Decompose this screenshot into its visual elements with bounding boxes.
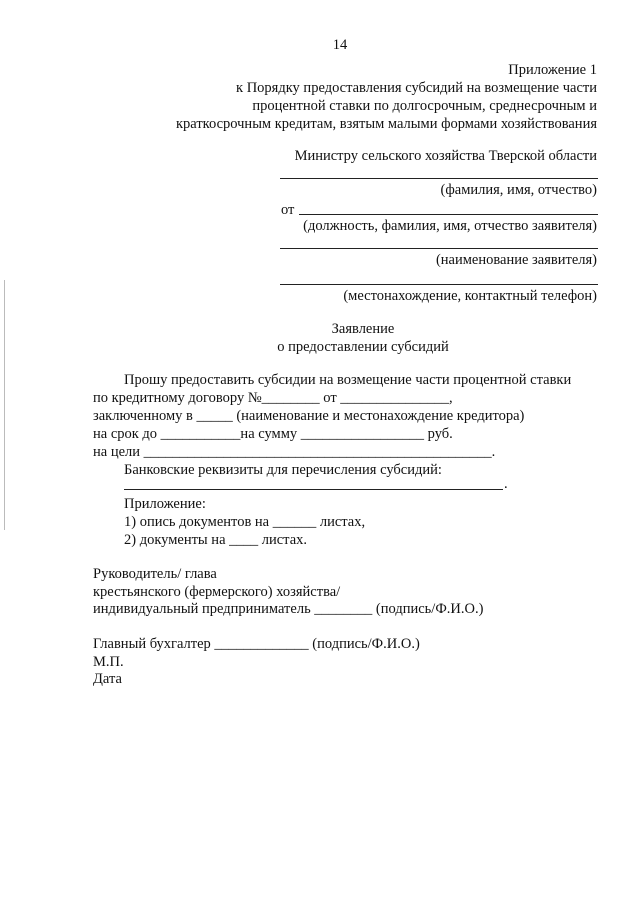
doc-title-line-2: о предоставлении субсидий [277,339,449,355]
name-rule [280,248,598,249]
fio-caption: (фамилия, имя, отчество) [440,182,597,198]
fio-rule [280,178,598,179]
doc-title-line-1: Заявление [331,321,395,337]
stamp-label: М.П. [93,654,124,670]
scan-edge-mark [4,280,5,530]
from-rule [299,214,598,215]
appendix-line-2: процентной ставки по долгосрочным, среднесрочным и [252,98,597,114]
from-label: от [281,202,295,218]
page-number: 14 [332,37,348,53]
body-paragraph-3: заключенному в _____ (наименование и местонахождение кредитора) [93,408,525,424]
body-paragraph-4: на срок до ___________на сумму _________________ руб. [93,426,453,442]
location-caption: (местонахождение, контактный телефон) [343,288,597,304]
appendix-line-1: к Порядку предоставления субсидий на возмещение части [236,80,597,96]
applicant-caption: (должность, фамилия, имя, отчество заявителя) [303,218,597,234]
body-paragraph-5: на цели ________________________________________________. [93,444,496,460]
bank-details-end: . [504,476,508,492]
addressee-to: Министру сельского хозяйства Тверской области [294,148,597,164]
attachment-item-2: 2) документы на ____ листах. [124,532,308,548]
signature-head-line-3: индивидуальный предприниматель ________ (подпись/Ф.И.О.) [93,601,484,617]
signature-head-line-1: Руководитель/ глава [93,566,217,582]
appendix-title: Приложение 1 [508,62,597,78]
location-rule [280,284,598,285]
bank-details-label: Банковские реквизиты для перечисления субсидий: [124,462,442,478]
bank-details-rule [124,489,503,490]
date-label: Дата [93,671,122,687]
appendix-line-3: краткосрочным кредитам, взятым малыми формами хозяйствования [175,116,597,132]
body-paragraph-2: по кредитному договору №________ от _______________, [93,390,453,406]
signature-head-line-2: крестьянского (фермерского) хозяйства/ [93,584,341,600]
accountant-signature: Главный бухгалтер _____________ (подпись/Ф.И.О.) [93,636,420,652]
body-paragraph-1: Прошу предоставить субсидии на возмещение части процентной ставки [124,372,572,388]
name-caption: (наименование заявителя) [435,252,597,268]
attachment-item-1: 1) опись документов на ______ листах, [124,514,366,530]
attachment-title: Приложение: [124,496,206,512]
